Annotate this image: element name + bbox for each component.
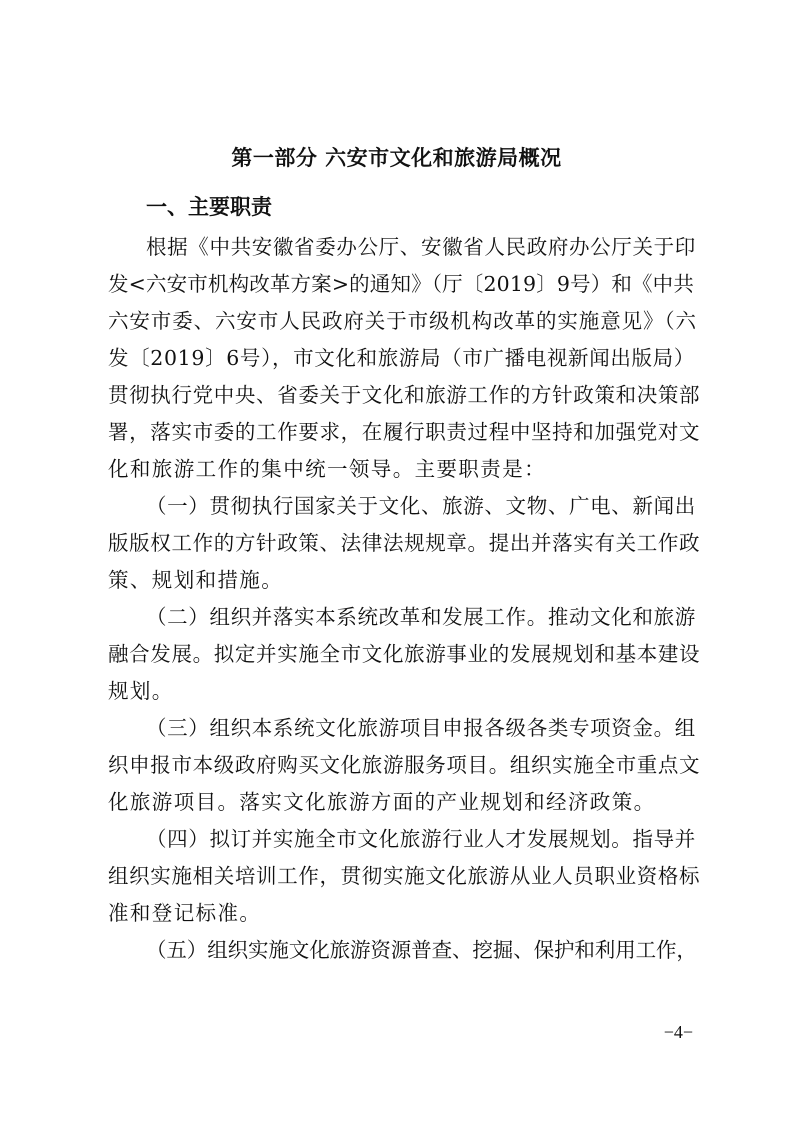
paragraph-line: 署，落实市委的工作要求，在履行职责过程中坚持和加强党对文 bbox=[108, 420, 701, 444]
paragraph-line: 准和登记标准。 bbox=[108, 901, 262, 925]
paragraph-line: （三）组织本系统文化旅游项目申报各级各类专项资金。组 bbox=[146, 716, 696, 740]
paragraph-line: （一）贯彻执行国家关于文化、旅游、文物、广电、新闻出 bbox=[146, 494, 696, 518]
paragraph-line: （五）组织实施文化旅游资源普查、挖掘、保护和利用工作， bbox=[146, 938, 697, 962]
page-number: −4− bbox=[663, 1022, 693, 1042]
paragraph-line: 化和旅游工作的集中统一领导。主要职责是： bbox=[108, 457, 546, 481]
paragraph-line: 化旅游项目。落实文化旅游方面的产业规划和经济政策。 bbox=[108, 790, 656, 814]
paragraph-line: 发〔2019〕6号），市文化和旅游局（市广播电视新闻出版局） bbox=[108, 346, 695, 370]
paragraph-line: 发<六安市机构改革方案>的通知》（厅〔2019〕9号）和《中共 bbox=[108, 272, 694, 296]
page-title: 第一部分 六安市文化和旅游局概况 bbox=[231, 146, 562, 170]
paragraph-line: 组织实施相关培训工作，贯彻实施文化旅游从业人员职业资格标 bbox=[108, 864, 701, 888]
paragraph-line: 融合发展。拟定并实施全市文化旅游事业的发展规划和基本建设 bbox=[108, 642, 701, 666]
paragraph-line: 六安市委、六安市人民政府关于市级机构改革的实施意见》（六 bbox=[108, 309, 697, 333]
paragraph-line: 版版权工作的方针政策、法律法规规章。提出并落实有关工作政 bbox=[108, 531, 701, 555]
paragraph-line: 规划。 bbox=[108, 679, 174, 703]
paragraph-line: 根据《中共安徽省委办公厅、安徽省人民政府办公厅关于印 bbox=[146, 235, 696, 259]
paragraph-line: 贯彻执行党中央、省委关于文化和旅游工作的方针政策和决策部 bbox=[108, 383, 701, 407]
paragraph-line: 织申报市本级政府购买文化旅游服务项目。组织实施全市重点文 bbox=[108, 753, 701, 777]
section-heading: 一、主要职责 bbox=[146, 195, 272, 219]
paragraph-line: 策、规划和措施。 bbox=[108, 568, 284, 592]
paragraph-line: （四）拟订并实施全市文化旅游行业人才发展规划。指导并 bbox=[146, 827, 696, 851]
paragraph-line: （二）组织并落实本系统改革和发展工作。推动文化和旅游 bbox=[146, 605, 696, 629]
